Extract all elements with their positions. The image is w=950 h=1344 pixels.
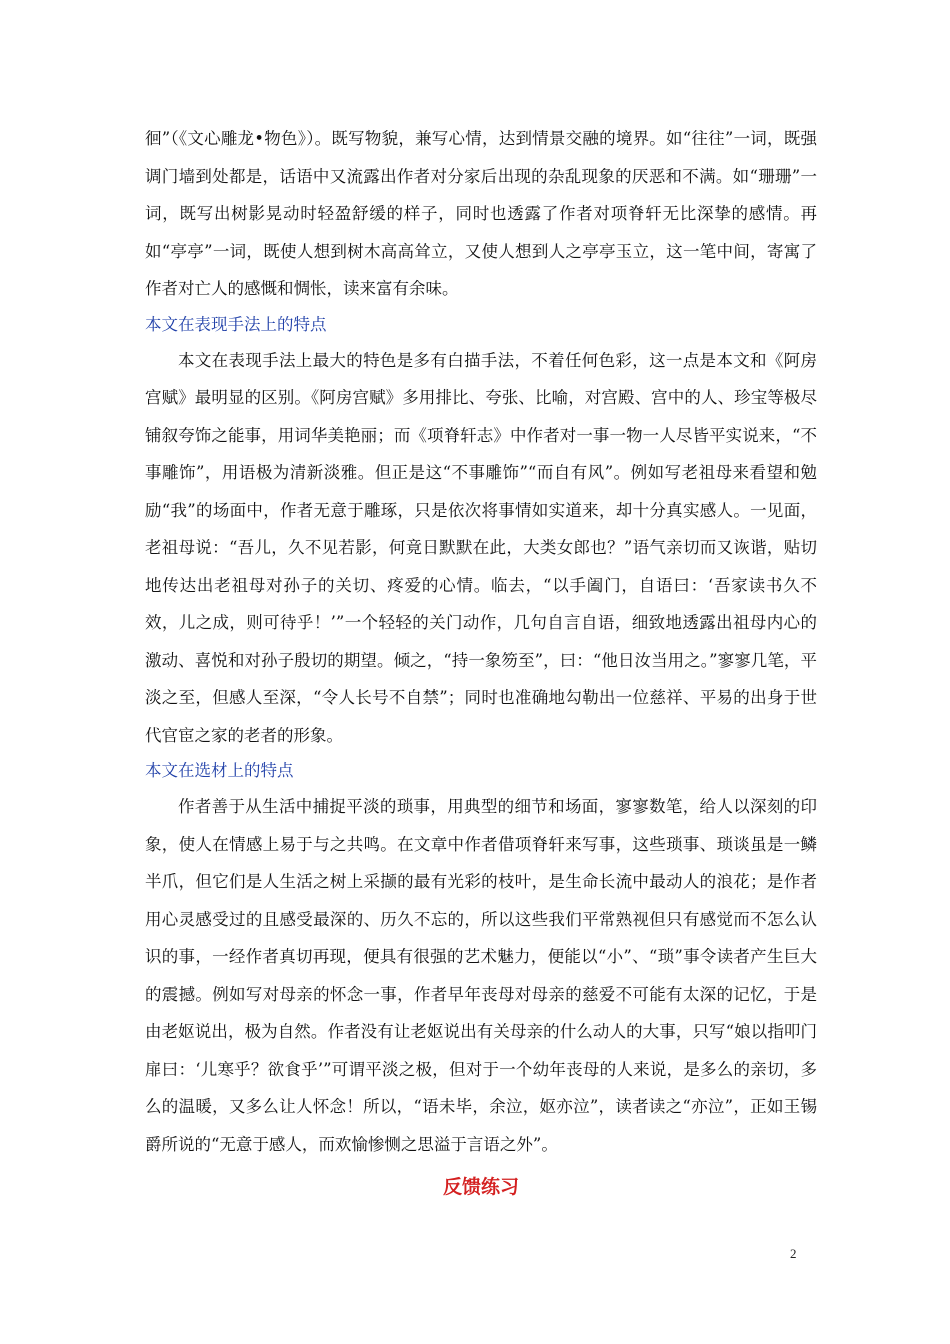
paragraph-continuation: 徊”（《文心雕龙•物色》）。既写物貌，兼写心情，达到情景交融的境界。如“往往”一词，既强调门墙到处都是，话语中又流露出作者对分家后出现的杂乱现象的厌恶和不满。如“珊珊”一词，既写出树影晃动时轻盈舒缓的样子，同时也透露了作者对项脊轩无比深挚的感情。再如“亭亭”一词，既使人想到树木高高耸立，又使人想到人之亭亭玉立，这一笔中间，寄寓了作者对亡人的感慨和惆怅，读来富有余味。	[145, 129, 817, 298]
document-body	[145, 120, 817, 1207]
heading-expression-technique: 本文在表现手法上的特点	[145, 314, 327, 334]
section-title-feedback-exercise: 反馈练习	[442, 1176, 519, 1198]
page-number: 2	[790, 1246, 797, 1261]
paragraph-material-selection: 作者善于从生活中捕捉平淡的琐事，用典型的细节和场面，寥寥数笔，给人以深刻的印象，使人在情感上易于与之共鸣。在文章中作者借项脊轩来写事，这些琐事、琐谈虽是一鳞半爪，但它们是人生活之树上采撷的最有光彩的枝叶，是生命长流中最动人的浪花；是作者用心灵感受过的且感受最深的、历久不忘的，所以这些我们平常熟视但只有感觉而不怎么认识的事，一经作者真切再现，便具有很强的艺术魅力，便能以“小”、“琐”事令读者产生巨大的震撼。例如写对母亲的怀念一事，作者早年丧母对母亲的慈爱不可能有太深的记忆，于是由老妪说出，极为自然。作者没有让老妪说出有关母亲的什么动人的大事，只写“娘以指叩门扉曰：‘儿寒乎？欲食乎’”可谓平淡之极，但对于一个幼年丧母的人来说，是多么的亲切，多么的温暖，又多么让人怀念！所以，“语未毕，余泣，妪亦泣”，读者读之“亦泣”，正如王锡爵所说的“无意于感人，而欢愉惨恻之思溢于言语之外”。	[145, 797, 817, 1154]
paragraph-expression-technique: 本文在表现手法上最大的特色是多有白描手法，不着任何色彩，这一点是本文和《阿房宫赋》最明显的区别。《阿房宫赋》多用排比、夸张、比喻，对宫殿、宫中的人、珍宝等极尽铺叙夸饰之能事，用词华美艳丽；而《项脊轩志》中作者对一事一物一人尽皆平实说来，“不事雕饰”，用语极为清新淡雅。但正是这“不事雕饰”“而自有风”。例如写老祖母来看望和勉励“我”的场面中，作者无意于雕琢，只是依次将事情如实道来，却十分真实感人。一见面，老祖母说：“吾儿，久不见若影，何竟日默默在此，大类女郎也？”语气亲切而又诙谐，贴切地传达出老祖母对孙子的关切、疼爱的心情。临去，“以手阖门，自语曰：‘吾家读书久不效，儿之成，则可待乎！’”一个轻轻的关门动作，几句自言自语，细致地透露出祖母内心的激动、喜悦和对孙子殷切的期望。倾之，“持一象笏至”，曰：“他日汝当用之。”寥寥几笔，平淡之至，但感人至深，“令人长号不自禁”；同时也准确地勾勒出一位慈祥、平易的出身于世代官宦之家的老者的形象。	[145, 350, 817, 745]
heading-material-selection: 本文在选材上的特点	[145, 761, 294, 780]
